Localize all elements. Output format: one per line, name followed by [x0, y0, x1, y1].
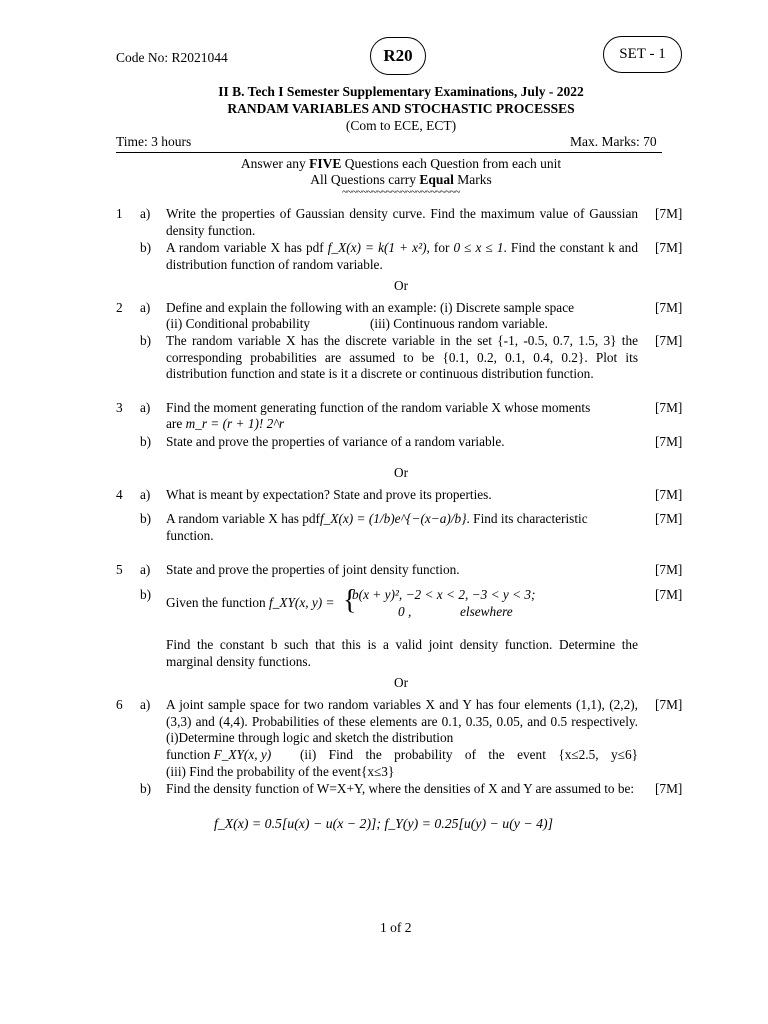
subject-title: RANDAM VARIABLES AND STOCHASTIC PROCESSES: [227, 101, 575, 116]
question-number: 5: [116, 562, 123, 577]
q6a-part-ii: (ii) Find the probability of the event {x≤2.5, y≤6}: [300, 747, 638, 762]
sub-label-b: b): [140, 240, 152, 255]
q3b-text: State and prove the properties of variance of a random variable.: [166, 434, 505, 449]
q1b-text: A random variable X has pdf f_X(x) = k(1 + x²), for 0 ≤ x ≤ 1. Find the constant k and distribution function of random variable.: [166, 240, 638, 272]
sub-label-a: a): [140, 400, 151, 415]
marks-label: [7M]: [655, 400, 683, 415]
q5b-text: Find the constant b such that this is a valid joint density function. Determine the marginal density functions.: [166, 637, 638, 669]
marks-label: [7M]: [655, 206, 683, 221]
q4b-line2: function.: [166, 528, 214, 543]
q2a-line1: Define and explain the following with an example: (i) Discrete sample space: [166, 300, 574, 315]
sub-label-a: a): [140, 487, 151, 502]
piecewise-brace: {: [343, 585, 357, 616]
marks-label: [7M]: [655, 781, 683, 796]
q3a-line2: are m_r = (r + 1)! 2^r: [166, 416, 285, 431]
sub-label-a: a): [140, 206, 151, 221]
marks-label: [7M]: [655, 300, 683, 315]
q2a-line2a: (ii) Conditional probability: [166, 316, 311, 331]
q4a-text: What is meant by expectation? State and prove its properties.: [166, 487, 492, 502]
sub-label-b: b): [140, 434, 152, 449]
question-number: 6: [116, 697, 123, 712]
sub-label-a: a): [140, 562, 151, 577]
q6b-text: Find the density function of W=X+Y, where the densities of X and Y are assumed to be:: [166, 781, 635, 796]
or-separator: Or: [394, 675, 409, 690]
branches: (Com to ECE, ECT): [345, 118, 457, 133]
or-separator: Or: [394, 465, 409, 480]
time-label: Time: 3 hours: [116, 134, 192, 149]
q2b-text: The random variable X has the discrete variable in the set {-1, -0.5, 0.7, 1.5, 3} the corresponding probabilities are assumed to be {0.1, 0.2, 0.1, 0.4, 0.2}. Plot its distribution function and state is it a discrete or continuous distribution function.: [166, 333, 638, 381]
question-number: 4: [116, 487, 123, 502]
q6a-text: A joint sample space for two random variables X and Y has four elements (1,1), (2,2), (3,3) and (4,4). Probabilities of these elements are 0.1, 0.35, 0.05, and 0.5 respectively. (i)Determine through logic and sketch the distribution: [166, 697, 638, 745]
page-number: 1 of 2: [380, 920, 412, 935]
marks-label: [7M]: [655, 697, 683, 712]
tilde-separator: ~~~~~~~~~~~~~~~~~~~~~~~~: [342, 187, 460, 198]
q3a-line1: Find the moment generating function of the random variable X whose moments: [166, 400, 591, 415]
sub-label-b: b): [140, 587, 152, 602]
question-number: 2: [116, 300, 123, 315]
q6a-function: function F_XY(x, y): [166, 747, 272, 762]
sub-label-b: b): [140, 511, 152, 526]
q5b-case1: b(x + y)², −2 < x < 2, −3 < y < 3;: [352, 587, 536, 602]
sub-label-b: b): [140, 333, 152, 348]
question-number: 3: [116, 400, 123, 415]
question-number: 1: [116, 206, 123, 221]
or-separator: Or: [394, 278, 409, 293]
max-marks-label: Max. Marks: 70: [570, 134, 657, 149]
marks-label: [7M]: [655, 333, 683, 348]
q2a-line2b: (iii) Continuous random variable.: [370, 316, 548, 331]
marks-label: [7M]: [655, 562, 683, 577]
sub-label-b: b): [140, 781, 152, 796]
q6b-formula: f_X(x) = 0.5[u(x) − u(x − 2)]; f_Y(y) = 0.25[u(y) − u(y − 4)]: [214, 816, 553, 831]
header-divider: [116, 152, 662, 153]
regulation-badge: R20: [370, 37, 426, 75]
marks-label: [7M]: [655, 240, 683, 255]
sub-label-a: a): [140, 300, 151, 315]
q5b-case2-condition: elsewhere: [460, 604, 513, 619]
q6a-part-iii: (iii) Find the probability of the event{x≤3}: [166, 764, 395, 779]
q5b-given: Given the function f_XY(x, y) =: [166, 595, 335, 610]
marks-label: [7M]: [655, 487, 683, 502]
code-number: Code No: R2021044: [116, 50, 228, 65]
q5b-case2-value: 0 ,: [398, 604, 412, 619]
marks-label: [7M]: [655, 434, 683, 449]
instruction-line-1: Answer any FIVE Questions each Question from each unit: [240, 156, 562, 171]
marks-label: [7M]: [655, 511, 683, 526]
q5a-text: State and prove the properties of joint density function.: [166, 562, 460, 577]
sub-label-a: a): [140, 697, 151, 712]
exam-title: II B. Tech I Semester Supplementary Examinations, July - 2022: [218, 84, 584, 99]
q1a-text: Write the properties of Gaussian density curve. Find the maximum value of Gaussian density function.: [166, 206, 638, 238]
set-badge: SET - 1: [603, 36, 682, 73]
q4b-line1: A random variable X has pdff_X(x) = (1/b)e^{−(x−a)/b}. Find its characteristic: [166, 511, 588, 526]
instruction-line-2: All Questions carry Equal Marks: [310, 172, 492, 187]
marks-label: [7M]: [655, 587, 683, 602]
